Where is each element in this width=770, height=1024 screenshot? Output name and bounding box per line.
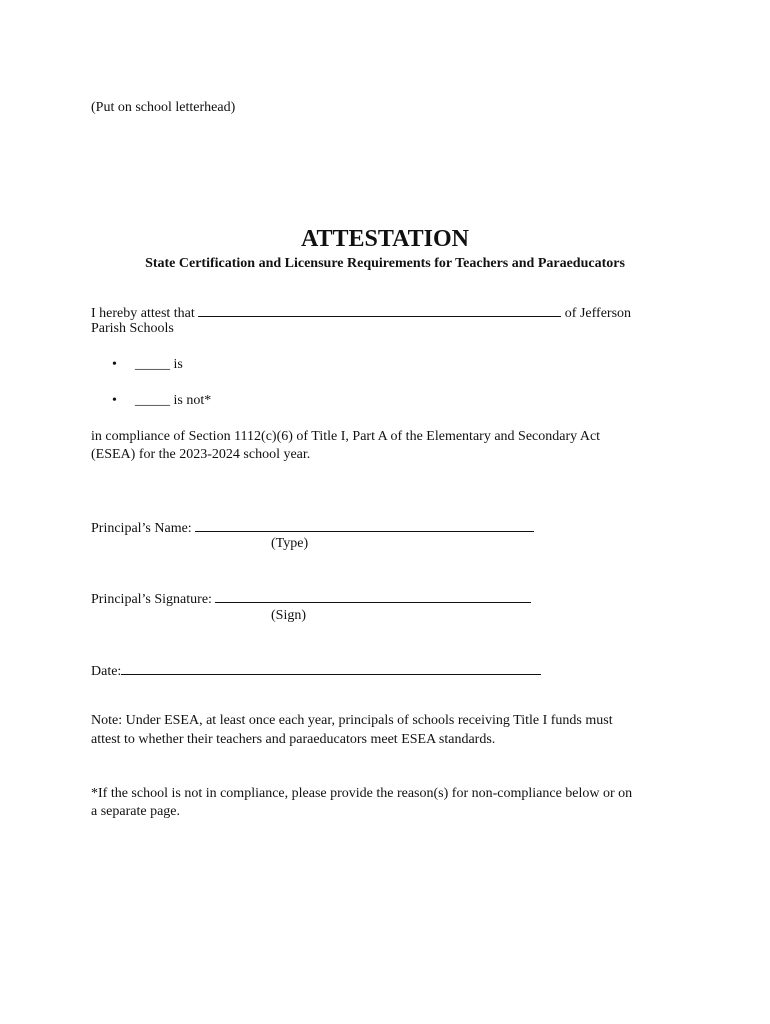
document-subtitle: State Certification and Licensure Requirements for Teachers and Paraeducators [145,256,625,271]
option-is[interactable] [135,357,183,373]
principal-signature-label: Principal’s Signature: [91,592,212,607]
attest-continuation: Parish Schools [91,321,174,336]
bullet-icon: • [112,357,117,372]
principal-signature-blank[interactable] [215,589,531,603]
option-is-not[interactable] [135,393,211,409]
compliance-text-line1: in compliance of Section 1112(c)(6) of Title I, Part A of the Elementary and Secondary Act [91,429,601,444]
principal-name-hint: (Type) [271,536,309,551]
principal-name-blank[interactable] [195,518,534,532]
document-title: ATTESTATION [300,226,470,252]
note-line2: attest to whether their teachers and paraeducators meet ESEA standards. [91,732,496,747]
option-blank: _____ [135,357,170,372]
date-field [91,661,541,680]
option-label: is not* [173,393,212,408]
principal-name-field [91,518,534,537]
school-name-blank[interactable] [198,303,561,317]
footnote-line1: *If the school is not in compliance, please provide the reason(s) for non-compliance below or on [91,786,633,801]
option-blank: _____ [135,393,170,408]
letterhead-note: (Put on school letterhead) [91,100,236,115]
option-label: is [173,357,183,372]
attest-suffix: of Jefferson [564,306,632,321]
principal-signature-field [91,589,531,608]
date-blank[interactable] [121,661,541,675]
date-label: Date: [91,664,122,679]
attest-statement [91,303,631,322]
principal-name-label: Principal’s Name: [91,521,192,536]
compliance-text-line2: (ESEA) for the 2023-2024 school year. [91,447,311,462]
footnote-line2: a separate page. [91,804,180,819]
note-line1: Note: Under ESEA, at least once each year, principals of schools receiving Title I funds must [91,713,613,728]
principal-signature-hint: (Sign) [271,608,306,623]
attest-prefix: I hereby attest that [91,306,195,321]
bullet-icon: • [112,393,117,408]
